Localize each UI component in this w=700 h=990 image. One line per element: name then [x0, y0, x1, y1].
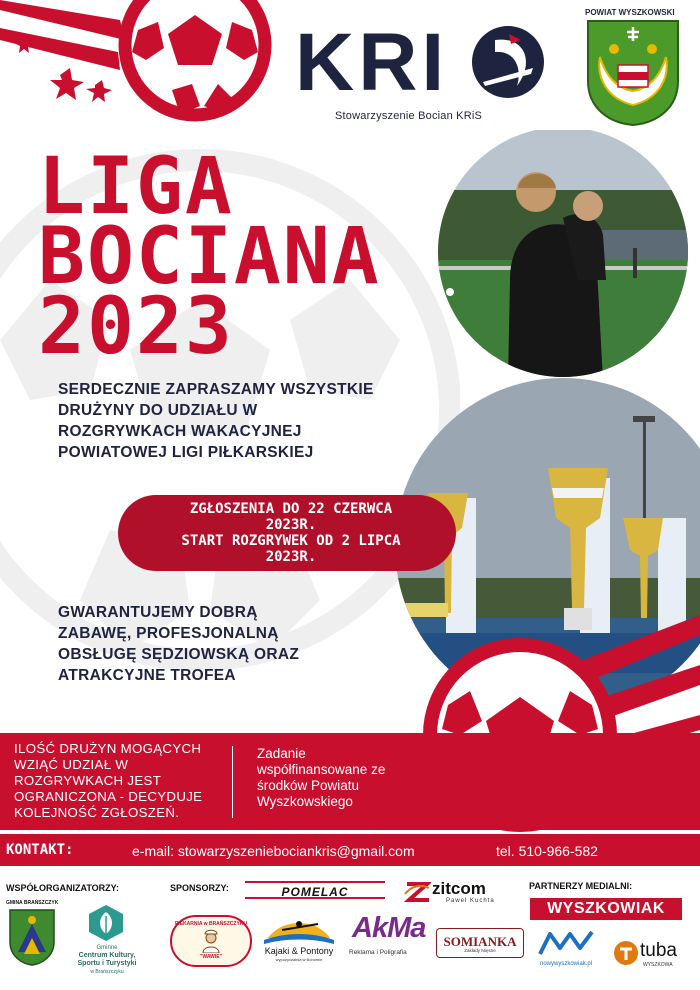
band-divider	[232, 746, 233, 818]
contact-email-link[interactable]: e-mail: stowarzyszeniebociankris@gmail.com	[132, 843, 415, 859]
invite-line: SERDECZNIE ZAPRASZAMY WSZYSTKIE	[58, 381, 374, 398]
dates-line: 2023R.	[265, 549, 317, 565]
powiat-crest-icon	[586, 19, 680, 127]
kris-subtitle: Stowarzyszenie Bocian KRiS	[335, 110, 483, 122]
team-limit-text	[14, 741, 229, 821]
centrum-kultury-text	[74, 944, 140, 976]
photo-player-with-child	[428, 130, 700, 380]
invite-line: POWIATOWEJ LIGI PIŁKARSKIEJ	[58, 444, 314, 461]
kajaki-text: Kajaki & Pontony	[264, 946, 334, 956]
piekarnia-bottom: "WAWIE"	[200, 954, 222, 960]
somianka-sub: Zakłady Mięsne	[464, 948, 496, 953]
title-line-1: LIGA	[38, 142, 234, 232]
pomelac-logo	[245, 881, 385, 899]
sponsors-label: SPONSORZY:	[170, 883, 229, 893]
guarantee-text	[58, 602, 348, 686]
centrum-line: Centrum Kultury,	[78, 952, 136, 959]
tuba-sub: WYSZKOWA	[643, 962, 673, 968]
media-partners-label: PARTNERZY MEDIALNI:	[529, 881, 633, 891]
pomelac-text: POMELAC	[281, 885, 349, 899]
centrum-line: Gminne	[96, 945, 118, 951]
band-right-line: środków Powiatu	[257, 778, 360, 793]
ball-motion-streaks-graphic	[0, 0, 160, 110]
kris-logo-text: KRI	[295, 22, 449, 102]
kris-logo	[295, 22, 545, 102]
invite-line: ROZGRYWKACH WAKACYJNEJ	[58, 423, 302, 440]
band-right-line: współfinansowane ze	[257, 762, 386, 777]
dates-text	[126, 501, 456, 565]
wyszkowiak-logo	[530, 898, 682, 920]
akma-text: AkMa	[352, 912, 426, 944]
piekarnia-top: PIEKARNIA w BRAŃSZCZYKU	[174, 921, 248, 927]
dates-line: 2023R.	[265, 517, 317, 533]
contact-label: KONTAKT:	[6, 842, 74, 858]
invitation-text	[58, 379, 418, 463]
guarantee-line: ATRAKCYJNE TROFEA	[58, 667, 236, 684]
dates-line: ZGŁOSZENIA DO 22 CZERWCA	[189, 501, 393, 517]
gmina-branszczyk-label: GMINA BRAŃSZCZYK	[6, 900, 59, 906]
akma-sub: Reklama i Poligrafia	[349, 949, 407, 956]
guarantee-line: ZABAWĘ, PROFESJONALNĄ	[58, 625, 279, 642]
band-left-line: OGRANICZONA - DECYDUJE	[14, 789, 203, 804]
dates-line: START ROZGRYWEK OD 2 LIPCA	[181, 533, 401, 549]
kajaki-logo-icon	[262, 912, 336, 946]
centrum-line: Sportu i Turystyki	[77, 960, 137, 967]
wyszkowiak-text: WYSZKOWIAK	[547, 900, 665, 917]
band-left-line: KOLEJNOŚĆ ZGŁOSZEŃ.	[14, 805, 180, 820]
gmina-branszczyk-crest-icon	[8, 908, 56, 966]
nowywyszkowiak-text: nowywyszkowiak.pl	[540, 961, 593, 967]
baker-icon	[200, 929, 222, 953]
band-left-line: WZIĄĆ UDZIAŁ W	[14, 757, 129, 772]
band-right-line: Wyszkowskiego	[257, 794, 353, 809]
zitcom-text: zitcom	[432, 879, 486, 898]
band-right-line: Zadanie	[257, 746, 306, 761]
title-line-3: 2023	[38, 282, 234, 372]
centrum-line: w Brańszczyku	[90, 969, 124, 975]
powiat-label: POWIAT WYSZKOWSKI	[585, 8, 675, 17]
zitcom-swoosh-icon	[403, 880, 431, 904]
zitcom-sub: Paweł Kuchta	[446, 898, 495, 904]
kajaki-sub: wypożyczalnia w Bonomie	[275, 957, 323, 962]
band-left-line: ROZGRYWKACH JEST	[14, 773, 162, 788]
centrum-kultury-logo-icon	[86, 904, 126, 942]
nowywyszkowiak-logo-icon	[538, 930, 594, 960]
somianka-text: SOMIANKA	[443, 934, 517, 949]
cofinancing-text	[257, 746, 437, 810]
guarantee-line: GWARANTUJEMY DOBRĄ	[58, 604, 258, 621]
tuba-logo-icon	[613, 940, 639, 966]
band-left-line: ILOŚĆ DRUŻYN MOGĄCYCH	[14, 741, 202, 756]
piekarnia-logo	[170, 915, 252, 967]
coorganizers-label: WSPÓŁORGANIZATORZY:	[6, 883, 119, 893]
invite-line: DRUŻYNY DO UDZIAŁU W	[58, 402, 258, 419]
contact-phone: tel. 510-966-582	[496, 843, 598, 859]
guarantee-line: OBSŁUGĘ SĘDZIOWSKĄ ORAZ	[58, 646, 300, 663]
tuba-text: tuba	[640, 940, 677, 961]
somianka-logo	[436, 928, 524, 958]
title-line-2: BOCIANA	[38, 212, 381, 302]
